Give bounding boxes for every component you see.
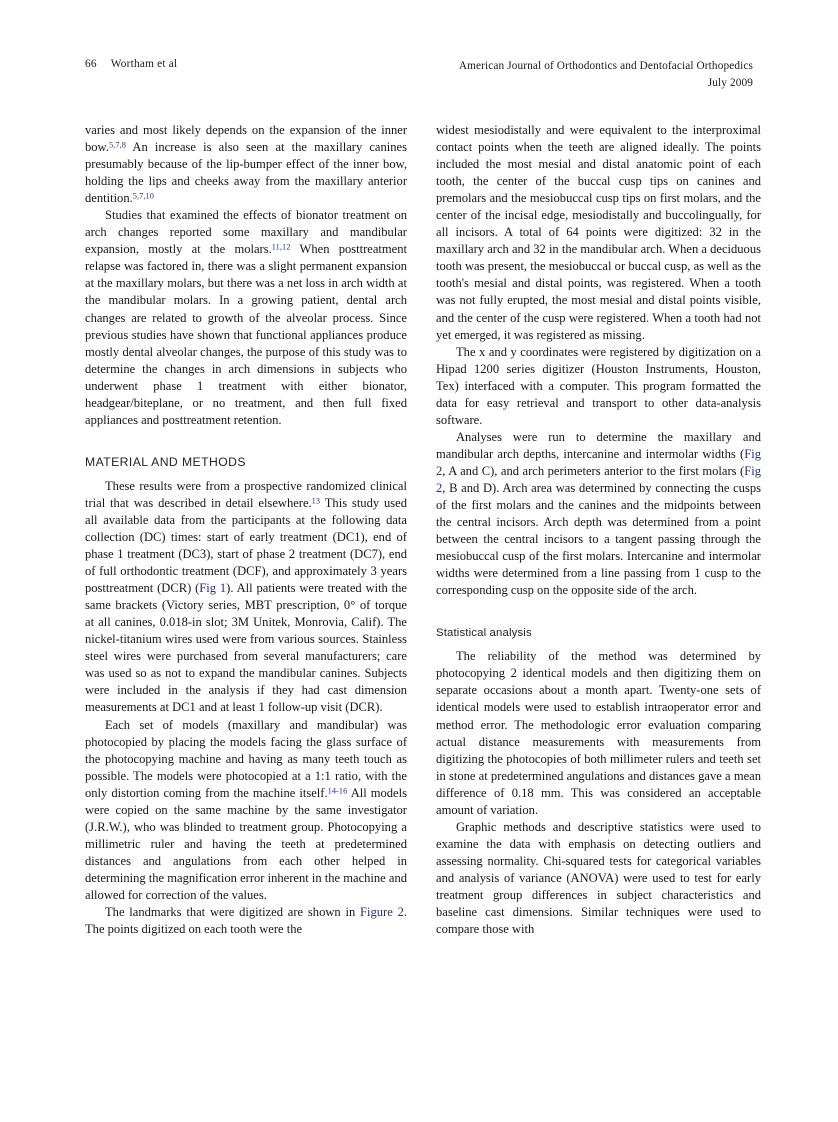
citation-ref[interactable]: 14-16	[327, 786, 348, 796]
text-run: ). All patients were treated with the same brackets (Victory series, MBT prescription, 0° of torque at all canines, 0.018-in slot; 3M Unitek, Monrovia, Calif). The nickel-titanium wires used were from various sources. Stainless steel wires were purchased from several manufacturers; care was used so as not to expand the mandibular canines. Subjects were included in the analysis if they had cast dimension measurements at DC1 and at least 1 follow-up visit (DCR).	[85, 581, 407, 715]
right-column	[436, 122, 761, 938]
subsection-heading-statistical-analysis: Statistical analysis	[436, 627, 532, 640]
page-number: 66	[85, 58, 97, 70]
journal-title: American Journal of Orthodontics and Dentofacial Orthopedics	[458, 60, 753, 72]
text-run: Analyses were run to determine the maxillary and mandibular arch depths, intercanine and intermolar widths (	[436, 429, 761, 461]
citation-ref[interactable]: 5,7,10	[132, 191, 154, 201]
text-run: . The points digitized on each tooth were the	[85, 905, 407, 937]
text-run: varies and most likely depends on the expansion of the inner bow.	[85, 123, 407, 155]
paragraph-model-photocopy	[85, 717, 407, 905]
paragraph-landmarks	[85, 904, 407, 938]
paragraph-continued-inner-bow	[85, 122, 407, 207]
left-column	[85, 122, 407, 938]
section-heading-material-and-methods: MATERIAL AND METHODS	[85, 454, 246, 469]
text-run: This study used all available data from the participants at the following data collection (DC) times: start of early treatment (DC1), end of phase 1 treatment (DC3), start of phase 2 treatment (DC7), end of full orthodontic treatment (DCF), and approximately 3 years posttreatment (DCR) (	[85, 495, 407, 596]
spacer	[436, 599, 761, 625]
paragraph-reliability: The reliability of the method was determined by photocopying 2 identical models and then digitizing them on separate occasions about a month apart. Twenty-one sets of identical models were used to establish intraoperator error and method error. The methodologic error evaluation comparing actual distance measurements with measurements from digitizing the photocopies of both millimeter rulers and teeth set in stone at predetermined angulations and distances gave a mean difference of 0.18 mm. This was considered an acceptable amount of variation.	[436, 649, 761, 817]
paragraph-graphic-methods: Graphic methods and descriptive statistics were used to examine the data with emphasis on detecting outliers and assessing normality. Chi-squared tests for categorical variables and analysis of variance (ANOVA) were used to test for early treatment group differences in subject characteristics and baseline cast dimensions. Similar techniques were used to compare those with	[436, 819, 761, 937]
text-run: These results were from a prospective randomized clinical trial that was described in detail elsewhere.	[85, 478, 407, 510]
citation-ref[interactable]: 13	[311, 496, 321, 506]
text-run: All models were copied on the same machine by the same investigator (J.R.W.), who was blinded to treatment group. Photocopying a millimetric ruler and having the teeth at predetermined distances and angulations from each other helped in determining the magnification error inherent in the machine and allowed for correction of the values.	[85, 785, 407, 902]
citation-ref[interactable]: 5,7,8	[108, 140, 126, 150]
text-run: , A and C), and arch perimeters anterior to the first molars (	[442, 463, 745, 478]
text-run: The landmarks that were digitized are shown in	[105, 905, 361, 920]
spacer	[85, 429, 407, 454]
figure-link-fig1[interactable]: Fig 1	[199, 581, 227, 596]
author-running-head: Wortham et al	[110, 58, 178, 70]
running-head-right	[459, 58, 753, 91]
figure-link-figure2[interactable]: Figure 2	[360, 905, 404, 920]
figure-link-fig2-bd[interactable]: Fig 2	[436, 463, 761, 495]
spacer	[436, 641, 761, 648]
issue-date: July 2009	[707, 76, 753, 89]
paragraph-arch-analyses	[436, 429, 761, 599]
text-run: Each set of models (maxillary and mandibular) was photocopied by placing the models facing the glass surface of the photocopying machine and having as many teeth touch as possible. The models were photocopied at a 1:1 ratio, with the only distortion coming from the machine itself.	[85, 717, 407, 800]
text-run: Studies that examined the effects of bionator treatment on arch changes reported some maxillary and mandibular expansion, mostly at the molars.	[85, 208, 407, 257]
running-head-left	[85, 58, 177, 70]
running-head	[85, 58, 753, 100]
figure-link-fig2-ac[interactable]: Fig 2	[436, 446, 761, 478]
paragraph-bionator-studies	[85, 207, 407, 429]
spacer	[85, 470, 407, 478]
paragraph-coordinates-digitizer: The x and y coordinates were registered by digitization on a Hipad 1200 series digitizer (Houston Instruments, Houston, Tex) interfaced with a computer. This program formatted the data for easy retrieval and transport to other data-analysis software.	[436, 344, 761, 427]
paragraph-clinical-trial	[85, 478, 407, 717]
citation-ref[interactable]: 11,12	[271, 242, 291, 252]
text-run: , B and D). Arch area was determined by connecting the cusps of the first molars and the canines and the midpoints between the central incisors. Arch depth was determined from a point between the central incisors to a tangent passing through the mesiobuccal cusp of the first molars. Intercanine and intermolar widths were determined from a line passing from 1 cusp to the corresponding cusp on the opposite side of the arch.	[436, 480, 761, 598]
text-run: An increase is also seen at the maxillary canines presumably because of the lip-bumper effect of the inner bow, holding the lips and cheeks away from the maxillary anterior dentition.	[85, 140, 407, 206]
text-run: When posttreatment relapse was factored in, there was a slight permanent expansion at the maxillary molars, but there was a net loss in arch width at the mandibular molars. In a growing patient, dental arch changes are related to growth of the alveolar process. Since previous studies have shown that functional appliances produce mostly dental alveolar changes, the purpose of this study was to determine the changes in arch dimensions in subjects who underwent phase 1 treatment with either bionator, headgear/biteplane, or no treatment, and then full fixed appliances and posttreatment retention.	[85, 242, 408, 427]
paragraph-digitized-points: widest mesiodistally and were equivalent to the interproximal contact points when the teeth are aligned ideally. The points included the most mesial and distal anatomic point of each tooth, the center of the buccal cusp tips on canines and premolars and the mesiobuccal cusp tips on first molars, and the center of the incisal edge, mesiodistally and buccolingually, for all incisors. A total of 64 points were digitized: 32 in the maxillary arch and 32 in the mandibular arch. When a deciduous tooth was present, the mesiobuccal or buccal cusp, as well as the tooth's mesial and distal points, was registered. When a tooth was not fully erupted, the most mesial and distal points visible, and the center of the cusp were registered. When a tooth had not yet emerged, it was registered as missing.	[436, 123, 761, 342]
